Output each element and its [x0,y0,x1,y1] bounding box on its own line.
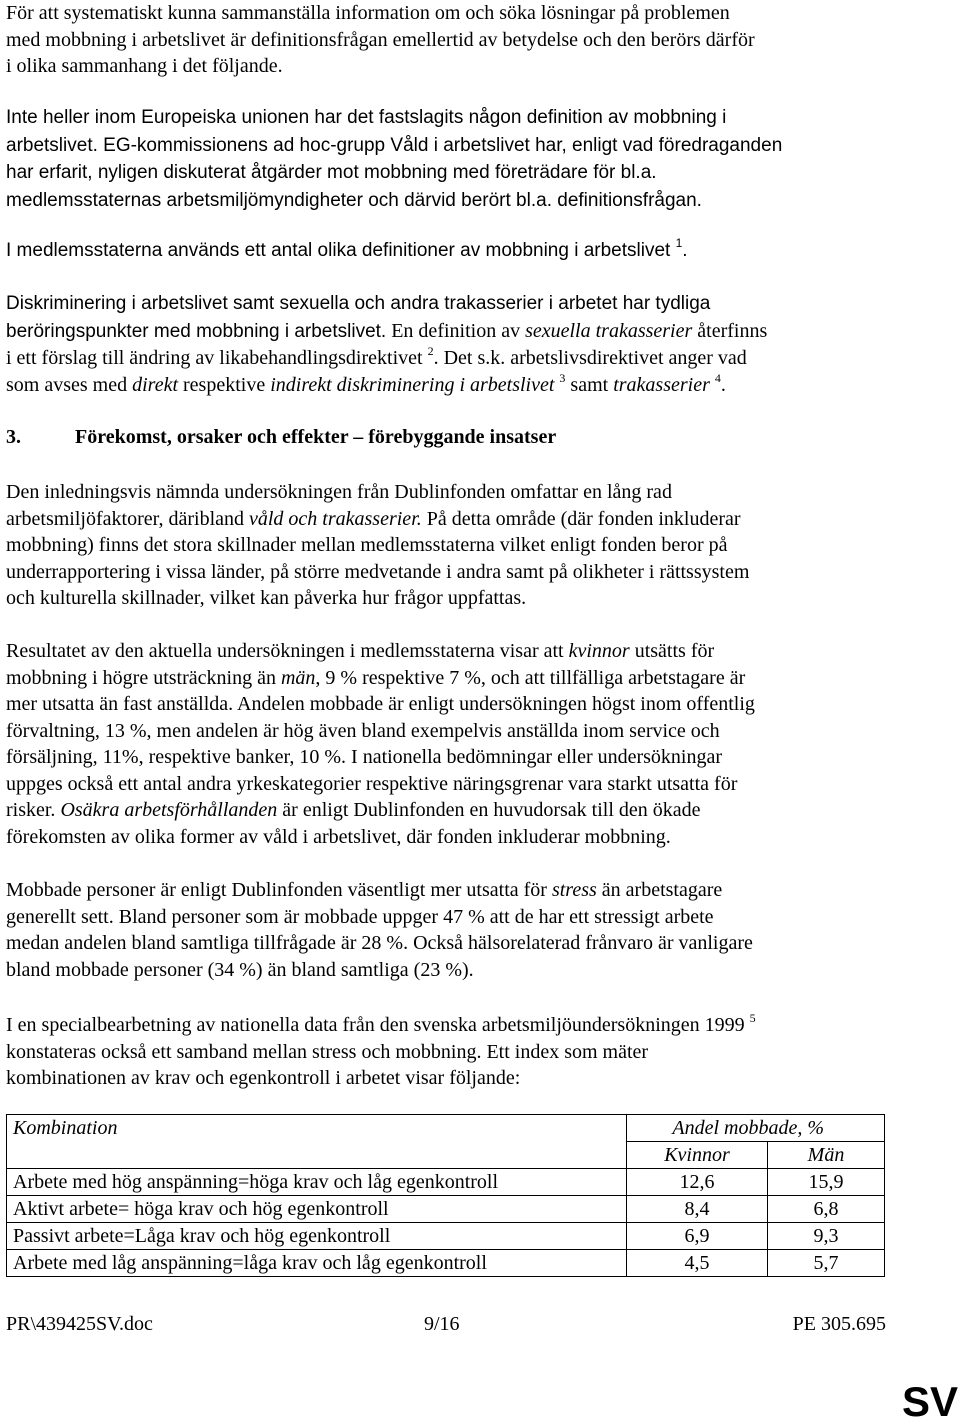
footer-pe-number: PE 305.695 [792,1313,886,1335]
section-title: Förekomst, orsaker och effekter – förebyggande insatser [75,426,557,448]
paragraph-stress [6,877,946,983]
text-line: förekomsten av olika former av våld i arbetslivet, där fonden inkluderar mobbning. [6,825,671,848]
table-subheader-row [7,1142,885,1169]
italic-term: män [280,666,316,689]
text-line [6,799,701,821]
row-label: Arbete med låg anspänning=låga krav och låg egenkontroll [7,1250,627,1277]
text-line: arbetslivet. [6,134,98,156]
row-kvinnor: 8,4 [627,1196,768,1223]
row-man: 6,8 [768,1196,885,1223]
text-line [6,640,714,662]
paragraph-special-processing [6,1012,946,1092]
table-row [7,1196,885,1223]
text-run: beröringspunkter med mobbning i arbetslivet. [6,320,387,342]
paragraph-discrimination [6,290,946,398]
section-number: 3. [6,426,21,448]
header-cell-man [768,1142,885,1169]
italic-term: våld och trakasserier. [249,507,422,530]
text-run: respektive [178,373,271,396]
row-man: 15,9 [768,1169,885,1196]
text-line: uppges också ett antal andra yrkeskategorier respektive näringsgrenar vara starkt utsatta för [6,772,738,795]
text-run: som avses med [6,373,133,396]
footnote-ref: 4 [714,370,721,385]
text-run: På detta område (där fonden inkluderar [421,507,741,530]
text-line: Diskriminering i arbetslivet samt sexuella och andra trakasserier i arbetet har tydliga [6,293,711,314]
text-line: förvaltning, 13 %, men andelen är hög även bland exempelvis anställda inom service och [6,719,720,742]
footer-page-number: 9/16 [424,1313,460,1335]
text-run: arbetsmiljöfaktorer, däribland [6,507,249,530]
text-run: än arbetstagare [596,879,723,901]
text-run: . [720,373,726,396]
text-line [6,508,741,530]
footnote-ref: 2 [427,344,434,358]
text-line [6,344,747,369]
text-line: medan andelen bland samtliga tillfrågade är 28 %. Också hälsorelaterad frånvaro är vanligare [6,932,753,954]
table-row [7,1250,885,1277]
header-label: Män [807,1144,845,1166]
header-cell-andel [627,1115,885,1142]
row-kvinnor: 4,5 [627,1250,768,1277]
text-line [6,667,745,689]
text-run: i ett förslag till ändring av likabehandlingsdirektivet [6,347,423,369]
paragraph-results [6,638,946,850]
header-label: Kombination [13,1117,118,1140]
text-line [6,879,722,901]
text-line [6,236,688,261]
text-run: I medlemsstaterna används ett antal olika definitioner av mobbning i arbetslivet [6,240,671,261]
text-line [6,370,726,396]
bullying-index-table [6,1114,885,1277]
paragraph-eu-definition [6,104,946,214]
language-tag: SV [901,1378,958,1425]
row-kvinnor: 12,6 [627,1169,768,1196]
header-cell-kombination [7,1115,627,1142]
text-run: återfinns [692,319,768,342]
text-line: kombinationen av krav och egenkontroll i arbetet visar följande: [6,1067,521,1089]
footnote-ref: 5 [749,1011,756,1025]
paragraph-dublin-survey [6,479,946,612]
text-line: bland mobbade personer (34 %) än bland samtliga (23 %). [6,958,474,981]
text-line: För att systematiskt kunna sammanställa information om och söka lösningar på problemen [6,2,730,24]
row-kvinnor: 6,9 [627,1223,768,1250]
text-line: EG-kommissionens ad hoc-grupp Våld i arbetslivet har, enligt vad föredraganden [97,134,783,156]
text-line: har erfarit, nyligen diskuterat åtgärder mot mobbning med företrädare för bl.a. [6,162,657,183]
text-run: . Det s.k. arbetslivsdirektivet anger vad [433,347,747,369]
text-line: Den inledningsvis nämnda undersökningen från Dublinfonden omfattar en lång rad [6,481,672,503]
italic-term: Osäkra arbetsförhållanden [60,799,278,821]
text-line [6,1011,756,1036]
text-run: mobbning i högre utsträckning än [6,666,281,689]
italic-term: trakasserier [613,373,710,396]
header-label: Andel mobbade, % [672,1117,824,1139]
text-run: är enligt Dublinfonden en huvudorsak till den ökade [277,799,701,821]
text-run: I en specialbearbetning av nationella data från den svenska arbetsmiljöundersökningen 1999 [6,1014,745,1036]
footnote-ref: 3 [559,370,566,385]
footer-doc-ref: PR\439425SV.doc [6,1313,153,1335]
text-line [6,320,767,342]
text-run: , 9 % respektive 7 %, och att tillfälliga arbetstagare är [315,666,746,689]
text-line: mer utsatta än fast anställda. Andelen mobbade är enligt undersökningen högst inom offentlig [6,693,755,715]
text-run: risker. [6,799,61,821]
row-label: Passivt arbete=Låga krav och hög egenkontroll [7,1223,627,1250]
row-label: Arbete med hög anspänning=höga krav och låg egenkontroll [7,1169,627,1196]
row-label: Aktivt arbete= höga krav och hög egenkontroll [7,1196,627,1223]
table-row [7,1223,885,1250]
text-line: Inte heller inom Europeiska unionen har det fastslagits någon definition av mobbning i [6,107,727,128]
paragraph-definition-intro [6,0,946,80]
row-man: 9,3 [768,1223,885,1250]
text-line: med mobbning i arbetslivet är definitionsfrågan emellertid av betydelse och den berörs därför [6,28,755,51]
text-run: En definition av [386,319,526,342]
text-line: och kulturella skillnader, vilket kan påverka hur frågor uppfattas. [6,587,527,609]
italic-term: direkt [132,373,179,396]
italic-term: sexuella trakasserier [525,319,693,342]
table-row [7,1169,885,1196]
italic-term: indirekt diskriminering i arbetslivet [270,373,555,396]
text-line: konstateras också ett samband mellan stress och mobbning. Ett index som mäter [6,1040,649,1063]
table-header-row [7,1115,885,1142]
row-man: 5,7 [768,1250,885,1277]
header-label: Kvinnor [664,1144,730,1166]
text-line: försäljning, 11%, respektive banker, 10 %. I nationella bedömningar eller undersökningar [6,746,723,768]
footnote-ref: 1 [675,236,683,250]
text-run: Mobbade personer är enligt Dublinfonden väsentligt mer utsatta för [6,879,552,901]
text-run: utsätts för [629,640,715,662]
text-line: i olika sammanhang i det följande. [6,55,283,77]
text-line: underrapportering i vissa länder, på större medvetande i andra samt på olikheter i rättssystem [6,560,750,583]
header-cell-empty [7,1142,627,1169]
page-footer [6,1313,886,1339]
text-line: mobbning) finns det stora skillnader mellan medlemsstaterna vilket enligt fonden beror på [6,534,728,556]
text-line: generellt sett. Bland personer som är mobbade uppger 47 % att de har ett stressigt arbete [6,905,714,928]
paragraph-member-states [6,238,946,265]
italic-term: stress [551,879,597,901]
text-run: samt [565,373,614,396]
text-line: medlemsstaternas arbetsmiljömyndigheter och därvid berört bl.a. definitionsfrågan. [6,189,702,211]
text-run: Resultatet av den aktuella undersökningen i medlemsstaterna visar att [6,640,569,662]
italic-term: kvinnor [568,640,630,662]
header-cell-kvinnor [627,1142,768,1169]
text-run: . [682,240,688,261]
